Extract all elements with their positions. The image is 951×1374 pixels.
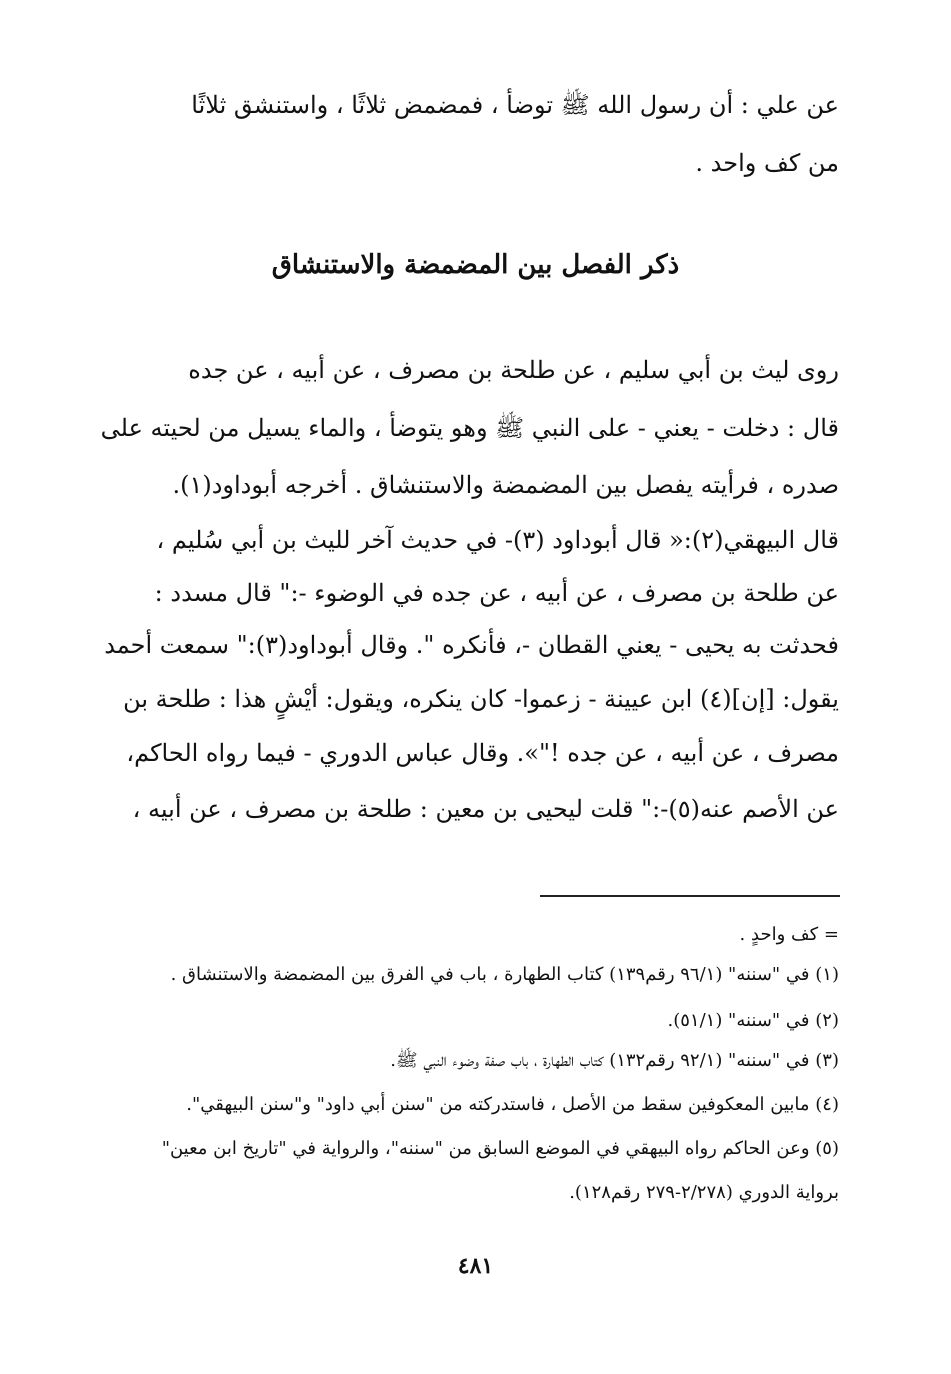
footnote-3: (٣) في "سننه" (٩٢/١ رقم١٣٢) كتاب الطهارة ، باب صفة وضوء النبي ﷺ. <box>390 1050 839 1071</box>
footnote-1: (١) في "سننه" (٩٦/١ رقم١٣٩) كتاب الطهارة ، باب في الفرق بين المضمضة والاستنشاق . <box>170 964 839 985</box>
body-line-2: قال : دخلت - يعني - على النبي ﷺ وهو يتوضأ ، والماء يسيل من لحيته على <box>100 414 839 442</box>
body-line-6: فحدثت به يحيى - يعني القطان -، فأنكره ". وقال أبوداود(٣):" سمعت أحمد <box>104 631 839 659</box>
body-line-4: قال البيهقي(٢):« قال أبوداود (٣)- في حديث آخر لليث بن أبي سُليم ، <box>156 526 839 554</box>
section-heading: ذكر الفصل بين المضمضة والاستنشاق <box>271 250 680 280</box>
body-line-7: يقول: [إن](٤) ابن عيينة - زعموا- كان ينكره، ويقول: أيْشٍ هذا : طلحة بن <box>123 685 839 713</box>
body-line-1: روى ليث بن أبي سليم ، عن طلحة بن مصرف ، عن أبيه ، عن جده <box>188 356 839 384</box>
footnote-5: (٥) وعن الحاكم رواه البيهقي في الموضع السابق من "سننه"، والرواية في "تاريخ ابن معين" <box>161 1138 839 1159</box>
footnote-2: (٢) في "سننه" (٥١/١). <box>667 1010 839 1031</box>
footnote-continuation: = كف واحدٍ . <box>739 924 839 945</box>
footnote-separator <box>540 895 840 897</box>
body-line-3: صدره ، فرأيته يفصل بين المضمضة والاستنشاق . أخرجه أبوداود(١). <box>172 471 839 499</box>
body-line-8: مصرف ، عن أبيه ، عن جده !"». وقال عباس الدوري - فيما رواه الحاكم، <box>126 739 839 767</box>
footnote-5-continuation: برواية الدوري (٢/٢٧٨-٢٧٩ رقم١٢٨). <box>569 1182 839 1203</box>
body-line-9: عن الأصم عنه(٥)-:" قلت ليحيى بن معين : طلحة بن مصرف ، عن أبيه ، <box>132 795 839 823</box>
page-number: ٤٨١ <box>457 1253 494 1279</box>
intro-line-1: عن علي : أن رسول الله ﷺ توضأ ، فمضمض ثلاثًا ، واستنشق ثلاثًا <box>191 91 839 119</box>
footnote-4: (٤) مابين المعكوفين سقط من الأصل ، فاستدركته من "سنن أبي داود" و"سنن البيهقي". <box>186 1094 839 1115</box>
body-line-5: عن طلحة بن مصرف ، عن أبيه ، عن جده في الوضوء -:" قال مسدد : <box>154 579 839 607</box>
intro-line-2: من كف واحد . <box>695 149 839 177</box>
